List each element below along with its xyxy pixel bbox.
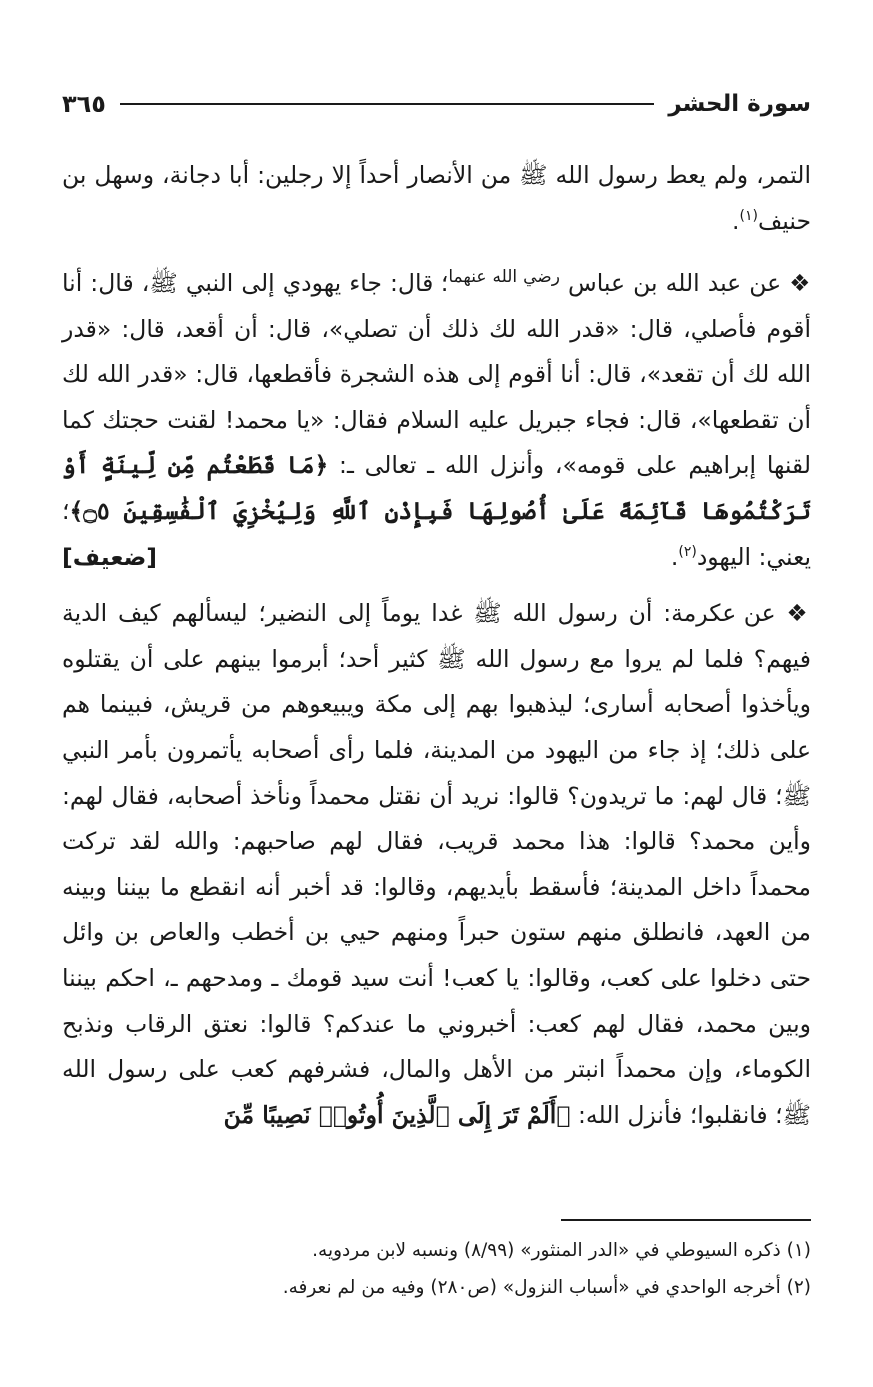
- quran-verse: ﴿مَا قَطَعْتُم مِّن لِّينَةٍ أَوْ تَرَكْتُمُوهَا قَآئِمَةً عَلَىٰ أُصُولِهَا فَبِإِذْنِ ٱللَّهِ وَلِيُخْزِيَ ٱلْفَٰسِقِينَ ۝٥﴾: [62, 451, 811, 525]
- period: .: [670, 542, 679, 571]
- grade-label: [ضعيف]: [62, 542, 158, 571]
- page-number: ٣٦٥: [62, 90, 106, 118]
- footnotes: [62, 1232, 811, 1306]
- diamond-bullet-icon: ❖: [786, 599, 811, 628]
- paragraph-ikrimah: [62, 591, 811, 1138]
- footnote-2: (٢) أخرجه الواحدي في «أسباب النزول» (ص٢٨٠) وفيه من لم نعرفه.: [282, 1277, 811, 1298]
- footnote-ref[interactable]: (١): [739, 207, 758, 224]
- paragraph-ibn-abbas: [62, 255, 811, 580]
- header-rule: [120, 103, 654, 105]
- page-header: [62, 84, 811, 124]
- paragraph-1: [62, 153, 811, 244]
- paragraph-text: التمر، ولم يعط رسول الله ﷺ من الأنصار أحداً إلا رجلين: أبا دجانة، وسهل بن حنيف: [62, 161, 811, 235]
- footnote-1: (١) ذكره السيوطي في «الدر المنثور» (٨/٩٩) ونسبه لابن مردويه.: [312, 1240, 811, 1261]
- quran-verse: ﴿أَلَمْ تَرَ إِلَى ٱلَّذِينَ أُوتُوا۟ نَصِيبًا مِّنَ: [223, 1100, 571, 1129]
- honorific: رضي الله عنهما: [448, 267, 560, 288]
- page-body: [62, 153, 811, 1138]
- narrator-text: عن عبد الله بن عباس: [568, 269, 782, 298]
- hadith-text: عن عكرمة: أن رسول الله ﷺ غدا يوماً إلى النضير؛ ليسألهم كيف الدية فيهم؟ فلما لم يروا مع رسول الله ﷺ كثير أحد؛ أبرموا بينهم على أن يقتلوه ويأخذوا أصحابه أسارى؛ ليذهبوا بهم إلى مكة ويبيعوهم من قريش، فبينما هم على ذلك؛ إذ جاء من اليهود من المدينة، فلما رأى أصحابه يأتمرون بأمر النبي ﷺ؛ قال لهم: ما تريدون؟ قالوا: نريد أن نقتل محمداً ونأخذ أصحابه، فقال لهم: وأين محمد؟ قالوا: هذا محمد قريب، فقال لهم صاحبهم: والله لقد تركت محمداً داخل المدينة؛ فأسقط بأيديهم، وقالوا: قد أخبر أنه انقطع ما بيننا وبينه من العهد، فانطلق منهم ستون حبراً ومنهم حيي بن أخطب والعاص بن وائل حتى دخلوا على كعب، وقالوا: يا كعب! أنت سيد قومك ـ ومدحهم ـ، احكم بيننا وبين محمد، فقال لهم كعب: أخبروني ما عندكم؟ قالوا: نعتق الرقاب ونذبح الكوماء، وإن محمداً انبتر من الأهل والمال، فشرفهم كعب على رسول الله ﷺ؛ فانقلبوا؛ فأنزل الله:: [62, 599, 811, 1129]
- surah-title: سورة الحشر: [668, 91, 811, 117]
- hadith-text: ؛ قال: جاء يهودي إلى النبي ﷺ، قال: أنا أقوم فأصلي، قال: «قدر الله لك ذلك أن تصلي»، قال: أن أقعد، قال: «قدر الله لك أن تقعد»، قال: أنا أقوم إلى هذه الشجرة فأقطعها، قال: «قدر الله لك أن تقطعها»، قال: فجاء جبريل عليه السلام فقال: «يا محمد! لقنت حجتك كما لقنها إبراهيم على قومه»، وأنزل الله ـ تعالى ـ:: [62, 269, 811, 480]
- period: .: [732, 206, 740, 235]
- footnote-divider: [561, 1219, 811, 1221]
- footnote-ref[interactable]: (٢): [678, 543, 697, 560]
- verse-tail: ؛ يعني: اليهود: [62, 496, 811, 571]
- diamond-bullet-icon: ❖: [789, 269, 811, 298]
